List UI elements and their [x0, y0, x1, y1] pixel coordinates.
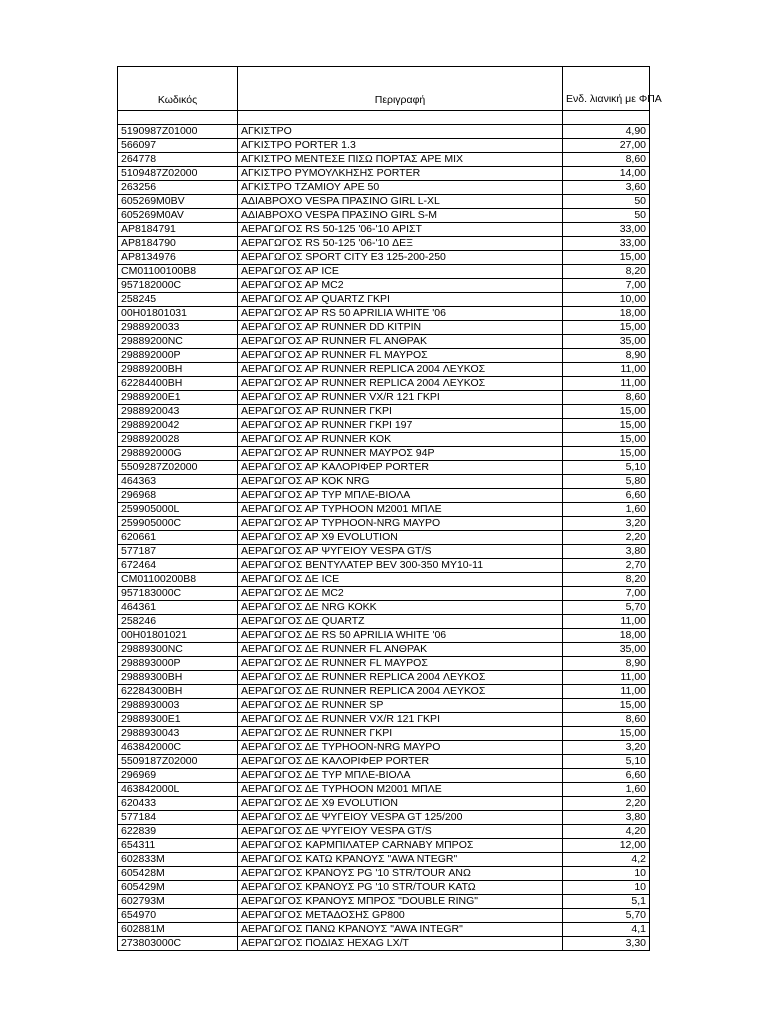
price-cell: 35,00	[563, 643, 650, 657]
table-row	[118, 139, 650, 153]
price-cell: 4,1	[563, 923, 650, 937]
description-cell: ΑΕΡΑΓΩΓΟΣ ΔΕ RS 50 APRILIA WHITE '06	[238, 629, 563, 643]
description-cell: ΑΓΚΙΣΤΡΟ ΜΕΝΤΕΣΕ ΠΙΣΩ ΠΟΡΤΑΣ APE MIX	[238, 153, 563, 167]
price-cell: 35,00	[563, 335, 650, 349]
price-cell: 1,60	[563, 503, 650, 517]
code-cell: 259905000L	[118, 503, 238, 517]
price-cell: 8,90	[563, 349, 650, 363]
code-cell: 298893000P	[118, 657, 238, 671]
price-cell: 11,00	[563, 615, 650, 629]
table-row	[118, 251, 650, 265]
table-row	[118, 223, 650, 237]
table-row	[118, 475, 650, 489]
price-cell: 50	[563, 209, 650, 223]
price-cell: 10	[563, 867, 650, 881]
price-cell: 50	[563, 195, 650, 209]
price-cell: 15,00	[563, 251, 650, 265]
price-list-sheet	[117, 66, 662, 951]
code-cell: 273803000C	[118, 937, 238, 951]
table-row	[118, 489, 650, 503]
description-cell: ΑΕΡΑΓΩΓΟΣ RS 50-125 '06-'10 ΔΕΞ	[238, 237, 563, 251]
table-row	[118, 601, 650, 615]
code-cell: 29889200BH	[118, 363, 238, 377]
price-cell: 15,00	[563, 321, 650, 335]
code-cell: 264778	[118, 153, 238, 167]
table-row	[118, 209, 650, 223]
code-cell: 654970	[118, 909, 238, 923]
description-cell: ΑΕΡΑΓΩΓΟΣ ΑΡ RUNNER ΓΚΡΙ 197	[238, 419, 563, 433]
price-cell: 3,60	[563, 181, 650, 195]
description-cell: ΑΕΡΑΓΩΓΟΣ ΔΕ RUNNER REPLICA 2004 ΛΕΥΚΟΣ	[238, 685, 563, 699]
table-row	[118, 279, 650, 293]
price-cell: 14,00	[563, 167, 650, 181]
table-row	[118, 923, 650, 937]
code-cell: 62284400BH	[118, 377, 238, 391]
description-cell: ΑΓΚΙΣΤΡΟ ΤΖΑΜΙΟΥ APE 50	[238, 181, 563, 195]
price-cell: 3,80	[563, 545, 650, 559]
code-cell: 2988920028	[118, 433, 238, 447]
code-cell: 605269M0BV	[118, 195, 238, 209]
code-cell: 602881M	[118, 923, 238, 937]
price-cell: 5,1	[563, 895, 650, 909]
description-cell: ΑΔΙΑΒΡΟΧΟ VESPA ΠΡΑΣΙΝΟ GIRL S-M	[238, 209, 563, 223]
price-cell: 5,10	[563, 755, 650, 769]
price-cell: 8,60	[563, 713, 650, 727]
table-row	[118, 727, 650, 741]
price-cell: 10	[563, 881, 650, 895]
code-cell: 605269M0AV	[118, 209, 238, 223]
code-cell: 258246	[118, 615, 238, 629]
price-cell: 7,00	[563, 587, 650, 601]
price-cell: 15,00	[563, 727, 650, 741]
price-cell: 3,20	[563, 741, 650, 755]
table-row	[118, 237, 650, 251]
price-cell: 2,20	[563, 531, 650, 545]
description-cell: ΑΔΙΑΒΡΟΧΟ VESPA ΠΡΑΣΙΝΟ GIRL L-XL	[238, 195, 563, 209]
table-row	[118, 153, 650, 167]
description-cell: ΑΕΡΑΓΩΓΟΣ ΑΡ TYP ΜΠΛΕ-ΒΙΟΛΑ	[238, 489, 563, 503]
code-cell: 654311	[118, 839, 238, 853]
price-cell: 15,00	[563, 433, 650, 447]
description-cell: ΑΕΡΑΓΩΓΟΣ ΑΡ TYPHOON M2001 ΜΠΛΕ	[238, 503, 563, 517]
table-body	[118, 125, 650, 951]
description-cell: ΑΕΡΑΓΩΓΟΣ ΜΕΤΑΔΟΣΗΣ GP800	[238, 909, 563, 923]
table-row	[118, 517, 650, 531]
table-row	[118, 447, 650, 461]
header-code: Κωδικός	[118, 67, 238, 111]
table-row	[118, 881, 650, 895]
description-cell: ΑΕΡΑΓΩΓΟΣ ΔΕ X9 EVOLUTION	[238, 797, 563, 811]
price-cell: 4,2	[563, 853, 650, 867]
code-cell: 622839	[118, 825, 238, 839]
price-cell: 6,60	[563, 489, 650, 503]
code-cell: 566097	[118, 139, 238, 153]
price-cell: 5,70	[563, 909, 650, 923]
price-cell: 6,60	[563, 769, 650, 783]
description-cell: ΑΕΡΑΓΩΓΟΣ SPORT CITY E3 125-200-250	[238, 251, 563, 265]
price-cell: 11,00	[563, 363, 650, 377]
code-cell: 29889200E1	[118, 391, 238, 405]
description-cell: ΑΕΡΑΓΩΓΟΣ RS 50-125 '06-'10 ΑΡΙΣΤ	[238, 223, 563, 237]
code-cell: 463842000L	[118, 783, 238, 797]
table-row	[118, 685, 650, 699]
code-cell: AP8184791	[118, 223, 238, 237]
table-row	[118, 755, 650, 769]
table-row	[118, 181, 650, 195]
code-cell: 296968	[118, 489, 238, 503]
table-row	[118, 769, 650, 783]
table-row	[118, 853, 650, 867]
description-cell: ΑΕΡΑΓΩΓΟΣ ΑΡ ΚΑΛΟΡΙΦΕΡ PORTER	[238, 461, 563, 475]
price-cell: 15,00	[563, 405, 650, 419]
price-cell: 2,70	[563, 559, 650, 573]
table-row	[118, 629, 650, 643]
table-row	[118, 293, 650, 307]
price-cell: 33,00	[563, 223, 650, 237]
price-cell: 7,00	[563, 279, 650, 293]
header-price: Ενδ. λιανική με ΦΠΑ	[563, 67, 650, 111]
description-cell: ΑΕΡΑΓΩΓΟΣ ΔΕ RUNNER FL ΑΝΘΡΑΚ	[238, 643, 563, 657]
table-row	[118, 657, 650, 671]
table-row	[118, 391, 650, 405]
code-cell: AP8184790	[118, 237, 238, 251]
table-row	[118, 335, 650, 349]
description-cell: ΑΕΡΑΓΩΓΟΣ ΒΕΝΤΥΛΑΤΕΡ BEV 300-350 MY10-11	[238, 559, 563, 573]
table-row	[118, 671, 650, 685]
code-cell: 296969	[118, 769, 238, 783]
code-cell: CM01100200B8	[118, 573, 238, 587]
description-cell: ΑΕΡΑΓΩΓΟΣ ΔΕ RUNNER VX/R 121 ΓΚΡΙ	[238, 713, 563, 727]
code-cell: 602793M	[118, 895, 238, 909]
header-row	[118, 67, 650, 111]
table-row	[118, 461, 650, 475]
code-cell: 2988920033	[118, 321, 238, 335]
price-cell: 11,00	[563, 671, 650, 685]
spacer-cell	[118, 111, 238, 125]
description-cell: ΑΕΡΑΓΩΓΟΣ ΑΡ QUARTZ ΓΚΡΙ	[238, 293, 563, 307]
table-row	[118, 615, 650, 629]
price-cell: 33,00	[563, 237, 650, 251]
table-row	[118, 811, 650, 825]
code-cell: 464361	[118, 601, 238, 615]
code-cell: 5109487Z02000	[118, 167, 238, 181]
code-cell: 258245	[118, 293, 238, 307]
spacer-cell	[563, 111, 650, 125]
code-cell: 259905000C	[118, 517, 238, 531]
code-cell: 577184	[118, 811, 238, 825]
code-cell: 577187	[118, 545, 238, 559]
table-row	[118, 699, 650, 713]
price-cell: 8,20	[563, 265, 650, 279]
description-cell: ΑΕΡΑΓΩΓΟΣ ΑΡ RUNNER REPLICA 2004 ΛΕΥΚΟΣ	[238, 377, 563, 391]
description-cell: ΑΕΡΑΓΩΓΟΣ ΔΕ ΨΥΓΕΙΟΥ VESPA GT/S	[238, 825, 563, 839]
code-cell: AP8134976	[118, 251, 238, 265]
code-cell: 463842000C	[118, 741, 238, 755]
table-row	[118, 265, 650, 279]
code-cell: 5509287Z02000	[118, 461, 238, 475]
code-cell: 605429M	[118, 881, 238, 895]
price-cell: 2,20	[563, 797, 650, 811]
table-row	[118, 503, 650, 517]
description-cell: ΑΕΡΑΓΩΓΟΣ ΑΡ X9 EVOLUTION	[238, 531, 563, 545]
description-cell: ΑΕΡΑΓΩΓΟΣ ΚΡΑΝΟΥΣ PG '10 STR/TOUR ΑΝΩ	[238, 867, 563, 881]
description-cell: ΑΕΡΑΓΩΓΟΣ ΔΕ RUNNER ΓΚΡΙ	[238, 727, 563, 741]
code-cell: 298892000G	[118, 447, 238, 461]
table-row	[118, 419, 650, 433]
description-cell: ΑΕΡΑΓΩΓΟΣ ΑΡ ΚΟΚ NRG	[238, 475, 563, 489]
code-cell: 29889300NC	[118, 643, 238, 657]
description-cell: ΑΓΚΙΣΤΡΟ	[238, 125, 563, 139]
price-cell: 11,00	[563, 685, 650, 699]
table-row	[118, 545, 650, 559]
table-row	[118, 839, 650, 853]
description-cell: ΑΕΡΑΓΩΓΟΣ ΠΟΔΙΑΣ HEXAG LX/T	[238, 937, 563, 951]
table-row	[118, 307, 650, 321]
description-cell: ΑΕΡΑΓΩΓΟΣ ΔΕ RUNNER FL ΜΑΥΡΟΣ	[238, 657, 563, 671]
price-cell: 15,00	[563, 699, 650, 713]
price-cell: 15,00	[563, 447, 650, 461]
price-cell: 5,10	[563, 461, 650, 475]
code-cell: 2988930043	[118, 727, 238, 741]
description-cell: ΑΕΡΑΓΩΓΟΣ ΔΕ QUARTZ	[238, 615, 563, 629]
description-cell: ΑΕΡΑΓΩΓΟΣ ΑΡ ΨΥΓΕΙΟΥ VESPA GT/S	[238, 545, 563, 559]
table-row	[118, 867, 650, 881]
code-cell: 2988920043	[118, 405, 238, 419]
code-cell: 957183000C	[118, 587, 238, 601]
table-row	[118, 321, 650, 335]
table-row	[118, 643, 650, 657]
description-cell: ΑΕΡΑΓΩΓΟΣ ΑΡ RUNNER FL ΑΝΘΡΑΚ	[238, 335, 563, 349]
description-cell: ΑΓΚΙΣΤΡΟ ΡΥΜΟΥΛΚΗΣΗΣ PORTER	[238, 167, 563, 181]
description-cell: ΑΕΡΑΓΩΓΟΣ ΑΡ RS 50 APRILIA WHITE '06	[238, 307, 563, 321]
table-row	[118, 713, 650, 727]
table-row	[118, 405, 650, 419]
price-cell: 8,60	[563, 153, 650, 167]
price-table	[117, 66, 662, 951]
code-cell: 602833M	[118, 853, 238, 867]
table-row	[118, 909, 650, 923]
table-row	[118, 573, 650, 587]
code-cell: 620433	[118, 797, 238, 811]
table-row	[118, 531, 650, 545]
price-cell: 18,00	[563, 629, 650, 643]
code-cell: 29889200NC	[118, 335, 238, 349]
price-cell: 1,60	[563, 783, 650, 797]
table-row	[118, 349, 650, 363]
code-cell: 5190987Z01000	[118, 125, 238, 139]
price-cell: 4,90	[563, 125, 650, 139]
table-row	[118, 825, 650, 839]
description-cell: ΑΕΡΑΓΩΓΟΣ ΔΕ TYPHOON M2001 ΜΠΛΕ	[238, 783, 563, 797]
description-cell: ΑΕΡΑΓΩΓΟΣ ΑΡ ICE	[238, 265, 563, 279]
description-cell: ΑΕΡΑΓΩΓΟΣ ΔΕ ICE	[238, 573, 563, 587]
table-row	[118, 937, 650, 951]
price-cell: 3,80	[563, 811, 650, 825]
description-cell: ΑΕΡΑΓΩΓΟΣ ΔΕ RUNNER REPLICA 2004 ΛΕΥΚΟΣ	[238, 671, 563, 685]
description-cell: ΑΕΡΑΓΩΓΟΣ ΔΕ TYPHOON-NRG ΜΑΥΡΟ	[238, 741, 563, 755]
code-cell: 620661	[118, 531, 238, 545]
description-cell: ΑΕΡΑΓΩΓΟΣ ΠΑΝΩ ΚΡΑΝΟΥΣ "AWA INTEGR"	[238, 923, 563, 937]
price-cell: 8,20	[563, 573, 650, 587]
description-cell: ΑΕΡΑΓΩΓΟΣ ΑΡ RUNNER ΚΟΚ	[238, 433, 563, 447]
price-cell: 12,00	[563, 839, 650, 853]
table-row	[118, 433, 650, 447]
price-cell: 8,60	[563, 391, 650, 405]
header-description: Περιγραφή	[238, 67, 563, 111]
description-cell: ΑΕΡΑΓΩΓΟΣ ΔΕ ΚΑΛΟΡΙΦΕΡ PORTER	[238, 755, 563, 769]
code-cell: 5509187Z02000	[118, 755, 238, 769]
spacer-cell	[238, 111, 563, 125]
description-cell: ΑΕΡΑΓΩΓΟΣ ΑΡ RUNNER ΓΚΡΙ	[238, 405, 563, 419]
table-row	[118, 783, 650, 797]
code-cell: 605428M	[118, 867, 238, 881]
price-cell: 18,00	[563, 307, 650, 321]
table-row	[118, 167, 650, 181]
table-row	[118, 377, 650, 391]
price-cell: 8,90	[563, 657, 650, 671]
price-cell: 5,70	[563, 601, 650, 615]
spacer-row	[118, 111, 650, 125]
price-cell: 27,00	[563, 139, 650, 153]
description-cell: ΑΕΡΑΓΩΓΟΣ ΚΑΡΜΠΙΛΑΤΕΡ CARNABY ΜΠΡΟΣ	[238, 839, 563, 853]
table-row	[118, 125, 650, 139]
description-cell: ΑΕΡΑΓΩΓΟΣ ΑΡ RUNNER ΜΑΥΡΟΣ 94Ρ	[238, 447, 563, 461]
code-cell: 2988920042	[118, 419, 238, 433]
price-cell: 3,30	[563, 937, 650, 951]
price-cell: 10,00	[563, 293, 650, 307]
code-cell: 00H01801021	[118, 629, 238, 643]
code-cell: 263256	[118, 181, 238, 195]
description-cell: ΑΕΡΑΓΩΓΟΣ ΑΡ RUNNER FL ΜΑΥΡΟΣ	[238, 349, 563, 363]
description-cell: ΑΕΡΑΓΩΓΟΣ ΑΡ MC2	[238, 279, 563, 293]
table-row	[118, 587, 650, 601]
price-cell: 11,00	[563, 377, 650, 391]
description-cell: ΑΕΡΑΓΩΓΟΣ ΚΡΑΝΟΥΣ PG '10 STR/TOUR ΚΑΤΩ	[238, 881, 563, 895]
description-cell: ΑΕΡΑΓΩΓΟΣ ΔΕ RUNNER SP	[238, 699, 563, 713]
price-cell: 5,80	[563, 475, 650, 489]
description-cell: ΑΕΡΑΓΩΓΟΣ ΔΕ ΨΥΓΕΙΟΥ VESPA GT 125/200	[238, 811, 563, 825]
description-cell: ΑΕΡΑΓΩΓΟΣ ΚΡΑΝΟΥΣ ΜΠΡΟΣ "DOUBLE RING"	[238, 895, 563, 909]
table-row	[118, 741, 650, 755]
description-cell: ΑΕΡΑΓΩΓΟΣ ΚΑΤΩ ΚΡΑΝΟΥΣ "AWA NTEGR"	[238, 853, 563, 867]
code-cell: 00H01801031	[118, 307, 238, 321]
table-row	[118, 797, 650, 811]
code-cell: 29889300BH	[118, 671, 238, 685]
table-row	[118, 363, 650, 377]
price-cell: 3,20	[563, 517, 650, 531]
code-cell: CM01100100B8	[118, 265, 238, 279]
description-cell: ΑΕΡΑΓΩΓΟΣ ΑΡ RUNNER DD KITPIN	[238, 321, 563, 335]
price-cell: 4,20	[563, 825, 650, 839]
code-cell: 298892000P	[118, 349, 238, 363]
description-cell: ΑΕΡΑΓΩΓΟΣ ΑΡ RUNNER VX/R 121 ΓΚΡΙ	[238, 391, 563, 405]
table-row	[118, 895, 650, 909]
table-row	[118, 195, 650, 209]
description-cell: ΑΕΡΑΓΩΓΟΣ ΑΡ RUNNER REPLICA 2004 ΛΕΥΚΟΣ	[238, 363, 563, 377]
description-cell: ΑΕΡΑΓΩΓΟΣ ΑΡ TYPHOON-NRG ΜΑΥΡΟ	[238, 517, 563, 531]
code-cell: 957182000C	[118, 279, 238, 293]
code-cell: 464363	[118, 475, 238, 489]
code-cell: 672464	[118, 559, 238, 573]
price-cell: 15,00	[563, 419, 650, 433]
description-cell: ΑΕΡΑΓΩΓΟΣ ΔΕ MC2	[238, 587, 563, 601]
code-cell: 2988930003	[118, 699, 238, 713]
code-cell: 29889300E1	[118, 713, 238, 727]
table-row	[118, 559, 650, 573]
description-cell: ΑΕΡΑΓΩΓΟΣ ΔΕ NRG ΚΟΚΚ	[238, 601, 563, 615]
description-cell: ΑΕΡΑΓΩΓΟΣ ΔΕ TYP ΜΠΛΕ-ΒΙΟΛΑ	[238, 769, 563, 783]
code-cell: 62284300BH	[118, 685, 238, 699]
description-cell: ΑΓΚΙΣΤΡΟ PORTER 1.3	[238, 139, 563, 153]
